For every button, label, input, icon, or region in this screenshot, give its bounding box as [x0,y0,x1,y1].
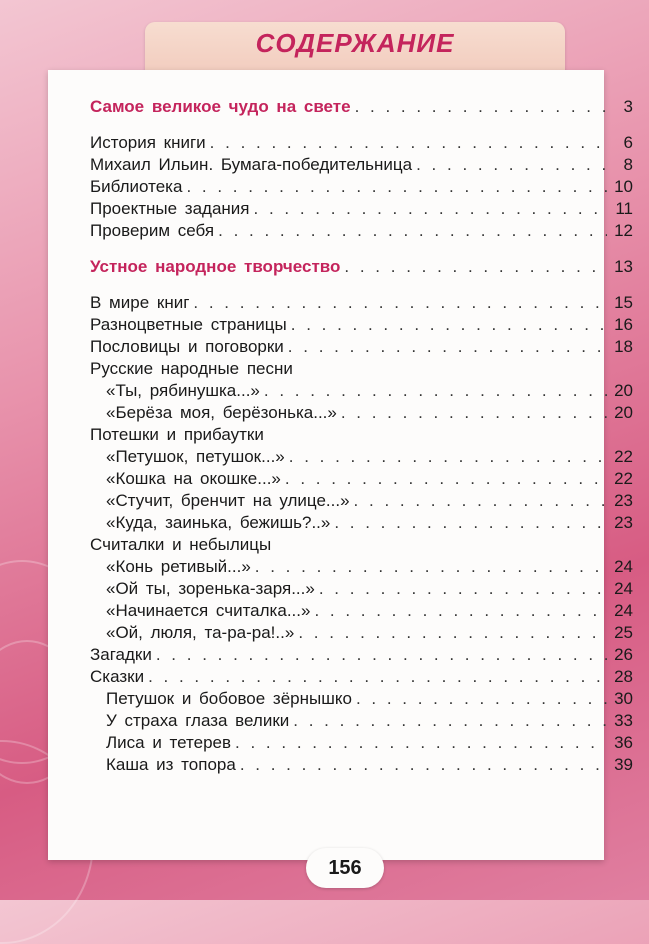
toc-page-number: 12 [614,221,633,240]
dot-leader [355,96,607,118]
toc-page-number: 20 [614,403,633,422]
toc-entry[interactable] [90,468,633,490]
toc-page-number: 30 [614,689,633,708]
toc-entry[interactable] [90,176,633,198]
toc-entry[interactable] [90,198,633,220]
toc-page-number: 23 [614,491,633,510]
toc-entry[interactable] [90,336,633,358]
toc-entry[interactable] [90,446,633,468]
toc-page-number: 24 [614,601,633,620]
toc-entry-label: «Петушок, петушок...» [106,447,285,466]
toc-group-heading[interactable] [90,424,633,446]
toc-page-number: 6 [623,133,633,152]
toc-page-number: 28 [614,667,633,686]
dot-leader [186,176,607,198]
page-number: 156 [306,848,384,888]
dot-leader [288,336,607,358]
toc-entry-label: Петушок и бобовое зёрнышко [106,689,352,708]
toc-page-number: 36 [614,733,633,752]
toc-entry[interactable] [90,490,633,512]
toc-page-number: 24 [614,579,633,598]
toc-entry[interactable] [90,622,633,644]
toc-entry[interactable] [90,132,633,154]
toc-entry-label: Проверим себя [90,221,215,240]
table-of-contents [90,96,633,776]
toc-entry-label: Проектные задания [90,199,250,218]
toc-entry[interactable] [90,710,633,732]
toc-entry[interactable] [90,732,633,754]
toc-entry[interactable] [90,314,633,336]
toc-page-number: 26 [614,645,633,664]
toc-entry-label: Михаил Ильин. Бумага-победительница [90,155,413,174]
toc-page-number: 39 [614,755,633,774]
toc-entry[interactable] [90,578,633,600]
toc-page-number: 20 [614,381,633,400]
toc-page-number: 18 [614,337,633,356]
toc-entry[interactable] [90,754,633,776]
toc-section-label: Устное народное творчество [90,257,341,276]
toc-page-number: 22 [614,469,633,488]
toc-entry[interactable] [90,220,633,242]
dot-leader [218,220,607,242]
dot-leader [254,198,608,220]
toc-entry-label: Загадки [90,645,152,664]
toc-entry-label: «Ой ты, зоренька-заря...» [106,579,315,598]
toc-group-heading[interactable] [90,358,633,380]
toc-entry-label: «Конь ретивый...» [106,557,251,576]
dot-leader [289,446,607,468]
dot-leader [319,578,607,600]
toc-page-number: 16 [614,315,633,334]
toc-section[interactable] [90,96,633,118]
toc-page-number: 8 [623,155,633,174]
dot-leader [416,154,607,176]
toc-section[interactable] [90,256,633,278]
dot-leader [156,644,607,666]
dot-leader [344,256,607,278]
toc-page-number: 3 [623,97,633,116]
dot-leader [264,380,607,402]
toc-entry-label: Лиса и тетерев [106,733,232,752]
dot-leader [354,490,607,512]
toc-entry[interactable] [90,556,633,578]
toc-entry[interactable] [90,380,633,402]
toc-entry-label: «Кошка на окошке...» [106,469,281,488]
dot-leader [298,622,607,644]
toc-entry[interactable] [90,154,633,176]
toc-entry[interactable] [90,600,633,622]
toc-page-number: 25 [614,623,633,642]
dot-leader [293,710,607,732]
toc-page-number: 24 [614,557,633,576]
dot-leader [285,468,607,490]
dot-leader [148,666,607,688]
toc-page-number: 23 [614,513,633,532]
toc-entry[interactable] [90,292,633,314]
toc-entry[interactable] [90,688,633,710]
toc-entry-label: В мире книг [90,293,190,312]
dot-leader [210,132,607,154]
toc-entry[interactable] [90,512,633,534]
toc-entry-label: Разноцветные страницы [90,315,287,334]
toc-page-number: 22 [614,447,633,466]
toc-entry-label: Русские народные песни [90,359,293,378]
toc-entry-label: Потешки и прибаутки [90,425,264,444]
dot-leader [334,512,607,534]
toc-entry[interactable] [90,402,633,424]
dot-leader [193,292,607,314]
toc-entry-label: «Стучит, бренчит на улице...» [106,491,350,510]
toc-page-number: 15 [614,293,633,312]
page-title: СОДЕРЖАНИЕ [255,28,455,58]
toc-entry-label: Пословицы и поговорки [90,337,284,356]
toc-page-number: 33 [614,711,633,730]
toc-section-label: Самое великое чудо на свете [90,97,351,116]
toc-entry-label: Каша из топора [106,755,236,774]
dot-leader [240,754,607,776]
toc-entry-label: У страха глаза велики [106,711,290,730]
dot-leader [235,732,607,754]
toc-entry-label: «Начинается считалка...» [106,601,311,620]
toc-entry-label: Считалки и небылицы [90,535,272,554]
toc-page-number: 11 [615,199,633,218]
toc-entry[interactable] [90,666,633,688]
toc-page-number: 13 [614,257,633,276]
toc-group-heading[interactable] [90,534,633,556]
toc-entry-label: «Ой, люля, та-ра-ра!..» [106,623,295,642]
toc-entry-label: «Берёза моя, берёзонька...» [106,403,337,422]
dot-leader [341,402,607,424]
dot-leader [255,556,607,578]
toc-entry-label: «Ты, рябинушка...» [106,381,260,400]
toc-entry-label: Библиотека [90,177,183,196]
toc-entry-label: История книги [90,133,206,152]
dot-leader [356,688,607,710]
dot-leader [314,600,607,622]
toc-entry[interactable] [90,644,633,666]
toc-entry-label: Сказки [90,667,145,686]
toc-entry-label: «Куда, заинька, бежишь?..» [106,513,331,532]
dot-leader [291,314,607,336]
toc-page-number: 10 [614,177,633,196]
